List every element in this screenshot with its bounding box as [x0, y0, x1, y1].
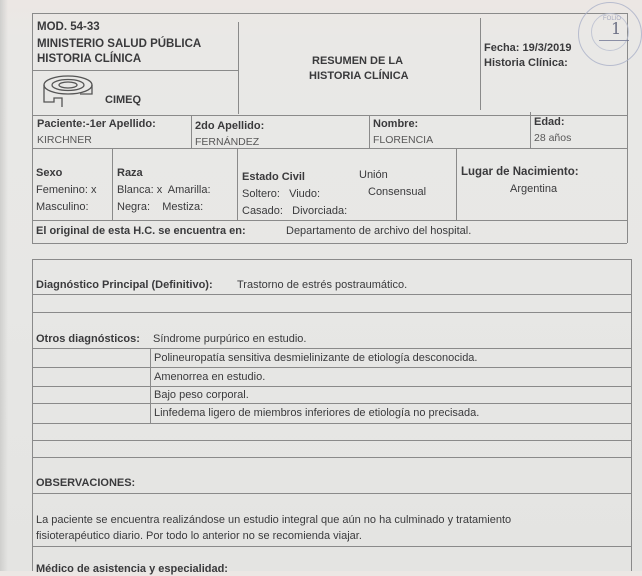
ministry-name: MINISTERIO SALUD PÚBLICA: [37, 38, 202, 50]
civil-status-label: Estado Civil: [242, 171, 305, 183]
surname1-value: KIRCHNER: [37, 134, 92, 146]
surname2-label: 2do Apellido:: [195, 120, 265, 132]
page-edge-shadow: [0, 0, 8, 571]
stamp-folio-number: 1: [611, 19, 622, 38]
patient-divider-3: [530, 112, 531, 148]
record-type: HISTORIA CLÍNICA: [37, 53, 142, 65]
folio-stamp: [578, 2, 642, 66]
stamp-folio-text: FOLIO: [603, 16, 622, 22]
demo-divider-1: [112, 148, 113, 220]
name-value: FLORENCIA: [373, 134, 434, 146]
diag-line-9: [32, 457, 631, 458]
race-options-row2: Negra: Mestiza:: [117, 201, 204, 213]
civil-options-row2: Casado: Divorciada:: [242, 205, 348, 217]
form-model-number: MOD. 54-33: [37, 21, 100, 33]
main-diagnosis-label: Diagnóstico Principal (Definitivo):: [36, 279, 213, 291]
surname1-label: Paciente:-1er Apellido:: [37, 118, 156, 130]
date-label: Fecha: 19/3/2019: [484, 42, 572, 54]
history-number-label: Historia Clínica:: [484, 57, 568, 69]
name-label: Nombre:: [373, 118, 419, 130]
race-options-row1: Blanca: x Amarilla:: [117, 184, 211, 196]
diag-line-2: [32, 312, 631, 313]
patient-divider-2: [369, 115, 370, 148]
document-title-line2: HISTORIA CLÍNICA: [309, 70, 409, 82]
main-diagnosis-value: Trastorno de estrés postraumático.: [237, 279, 408, 291]
birthplace-label: Lugar de Nacimiento:: [461, 166, 579, 178]
observations-text-line1: La paciente se encuentra realizándose un estudio integral que aún no ha culminado y tratamiento: [36, 514, 512, 526]
diag-line-1: [32, 294, 631, 295]
diagnosis-left-border: [32, 259, 33, 571]
surname2-value: FERNÁNDEZ: [195, 136, 260, 148]
other-diagnosis-item: Polineuropatía sensitiva desmielinizante de etiología desconocida.: [154, 352, 478, 364]
header-divider-2: [480, 18, 481, 110]
observations-text-line2: fisioterapéutico diario. Por todo lo anterior no se recomienda viajar.: [36, 530, 362, 542]
document-title-line1: RESUMEN DE LA: [312, 55, 404, 67]
birthplace-value: Argentina: [510, 183, 558, 195]
age-value: 28 años: [534, 132, 572, 144]
other-diagnosis-item: Amenorrea en estudio.: [154, 371, 266, 383]
diag-line-7: [32, 423, 631, 424]
civil-union-line2: Consensual: [368, 186, 427, 198]
diag-line-4: [32, 367, 631, 368]
race-label: Raza: [117, 167, 143, 179]
original-location-label: El original de esta H.C. se encuentra en:: [36, 225, 246, 237]
institution-name: CIMEQ: [105, 94, 142, 106]
stamp-underline: [599, 40, 629, 41]
form-top-section-bottom-border: [32, 243, 627, 244]
demo-divider-3: [456, 148, 457, 220]
cimeq-logo-icon: [40, 74, 96, 108]
obs-line-2: [32, 546, 631, 547]
patient-divider-1: [191, 115, 192, 148]
diag-line-3: [32, 348, 631, 349]
other-diagnosis-item: Bajo peso corporal.: [154, 389, 249, 401]
age-label: Edad:: [534, 116, 565, 128]
demo-row-bottom-border: [32, 220, 627, 221]
other-diagnosis-item: Síndrome purpúrico en estudio.: [153, 333, 307, 345]
patient-row-bottom-border: [32, 148, 627, 149]
sex-female-option: Femenino: x: [36, 184, 97, 196]
sex-male-option: Masculino:: [36, 201, 89, 213]
diag-line-5: [32, 386, 631, 387]
diag-line-6: [32, 403, 631, 404]
original-location-value: Departamento de archivo del hospital.: [286, 225, 472, 237]
physician-label: Médico de asistencia y especialidad:: [36, 563, 228, 575]
diagnosis-top-border: [32, 259, 631, 260]
other-diagnosis-item: Linfedema ligero de miembros inferiores de etiología no precisada.: [154, 407, 480, 419]
civil-union-line1: Unión: [359, 169, 388, 181]
other-diagnoses-label: Otros diagnósticos:: [36, 333, 140, 345]
header-divider-1: [238, 22, 239, 114]
demo-divider-2: [237, 148, 238, 220]
civil-options-row1: Soltero: Viudo:: [242, 188, 321, 200]
observations-label: OBSERVACIONES:: [36, 477, 136, 489]
diagnosis-right-border: [631, 259, 632, 571]
sex-label: Sexo: [36, 167, 63, 179]
header-logo-divider: [32, 70, 238, 71]
diag-line-8: [32, 440, 631, 441]
obs-line-1: [32, 493, 631, 494]
header-top-border: [32, 13, 627, 14]
form-left-border: [32, 13, 33, 243]
